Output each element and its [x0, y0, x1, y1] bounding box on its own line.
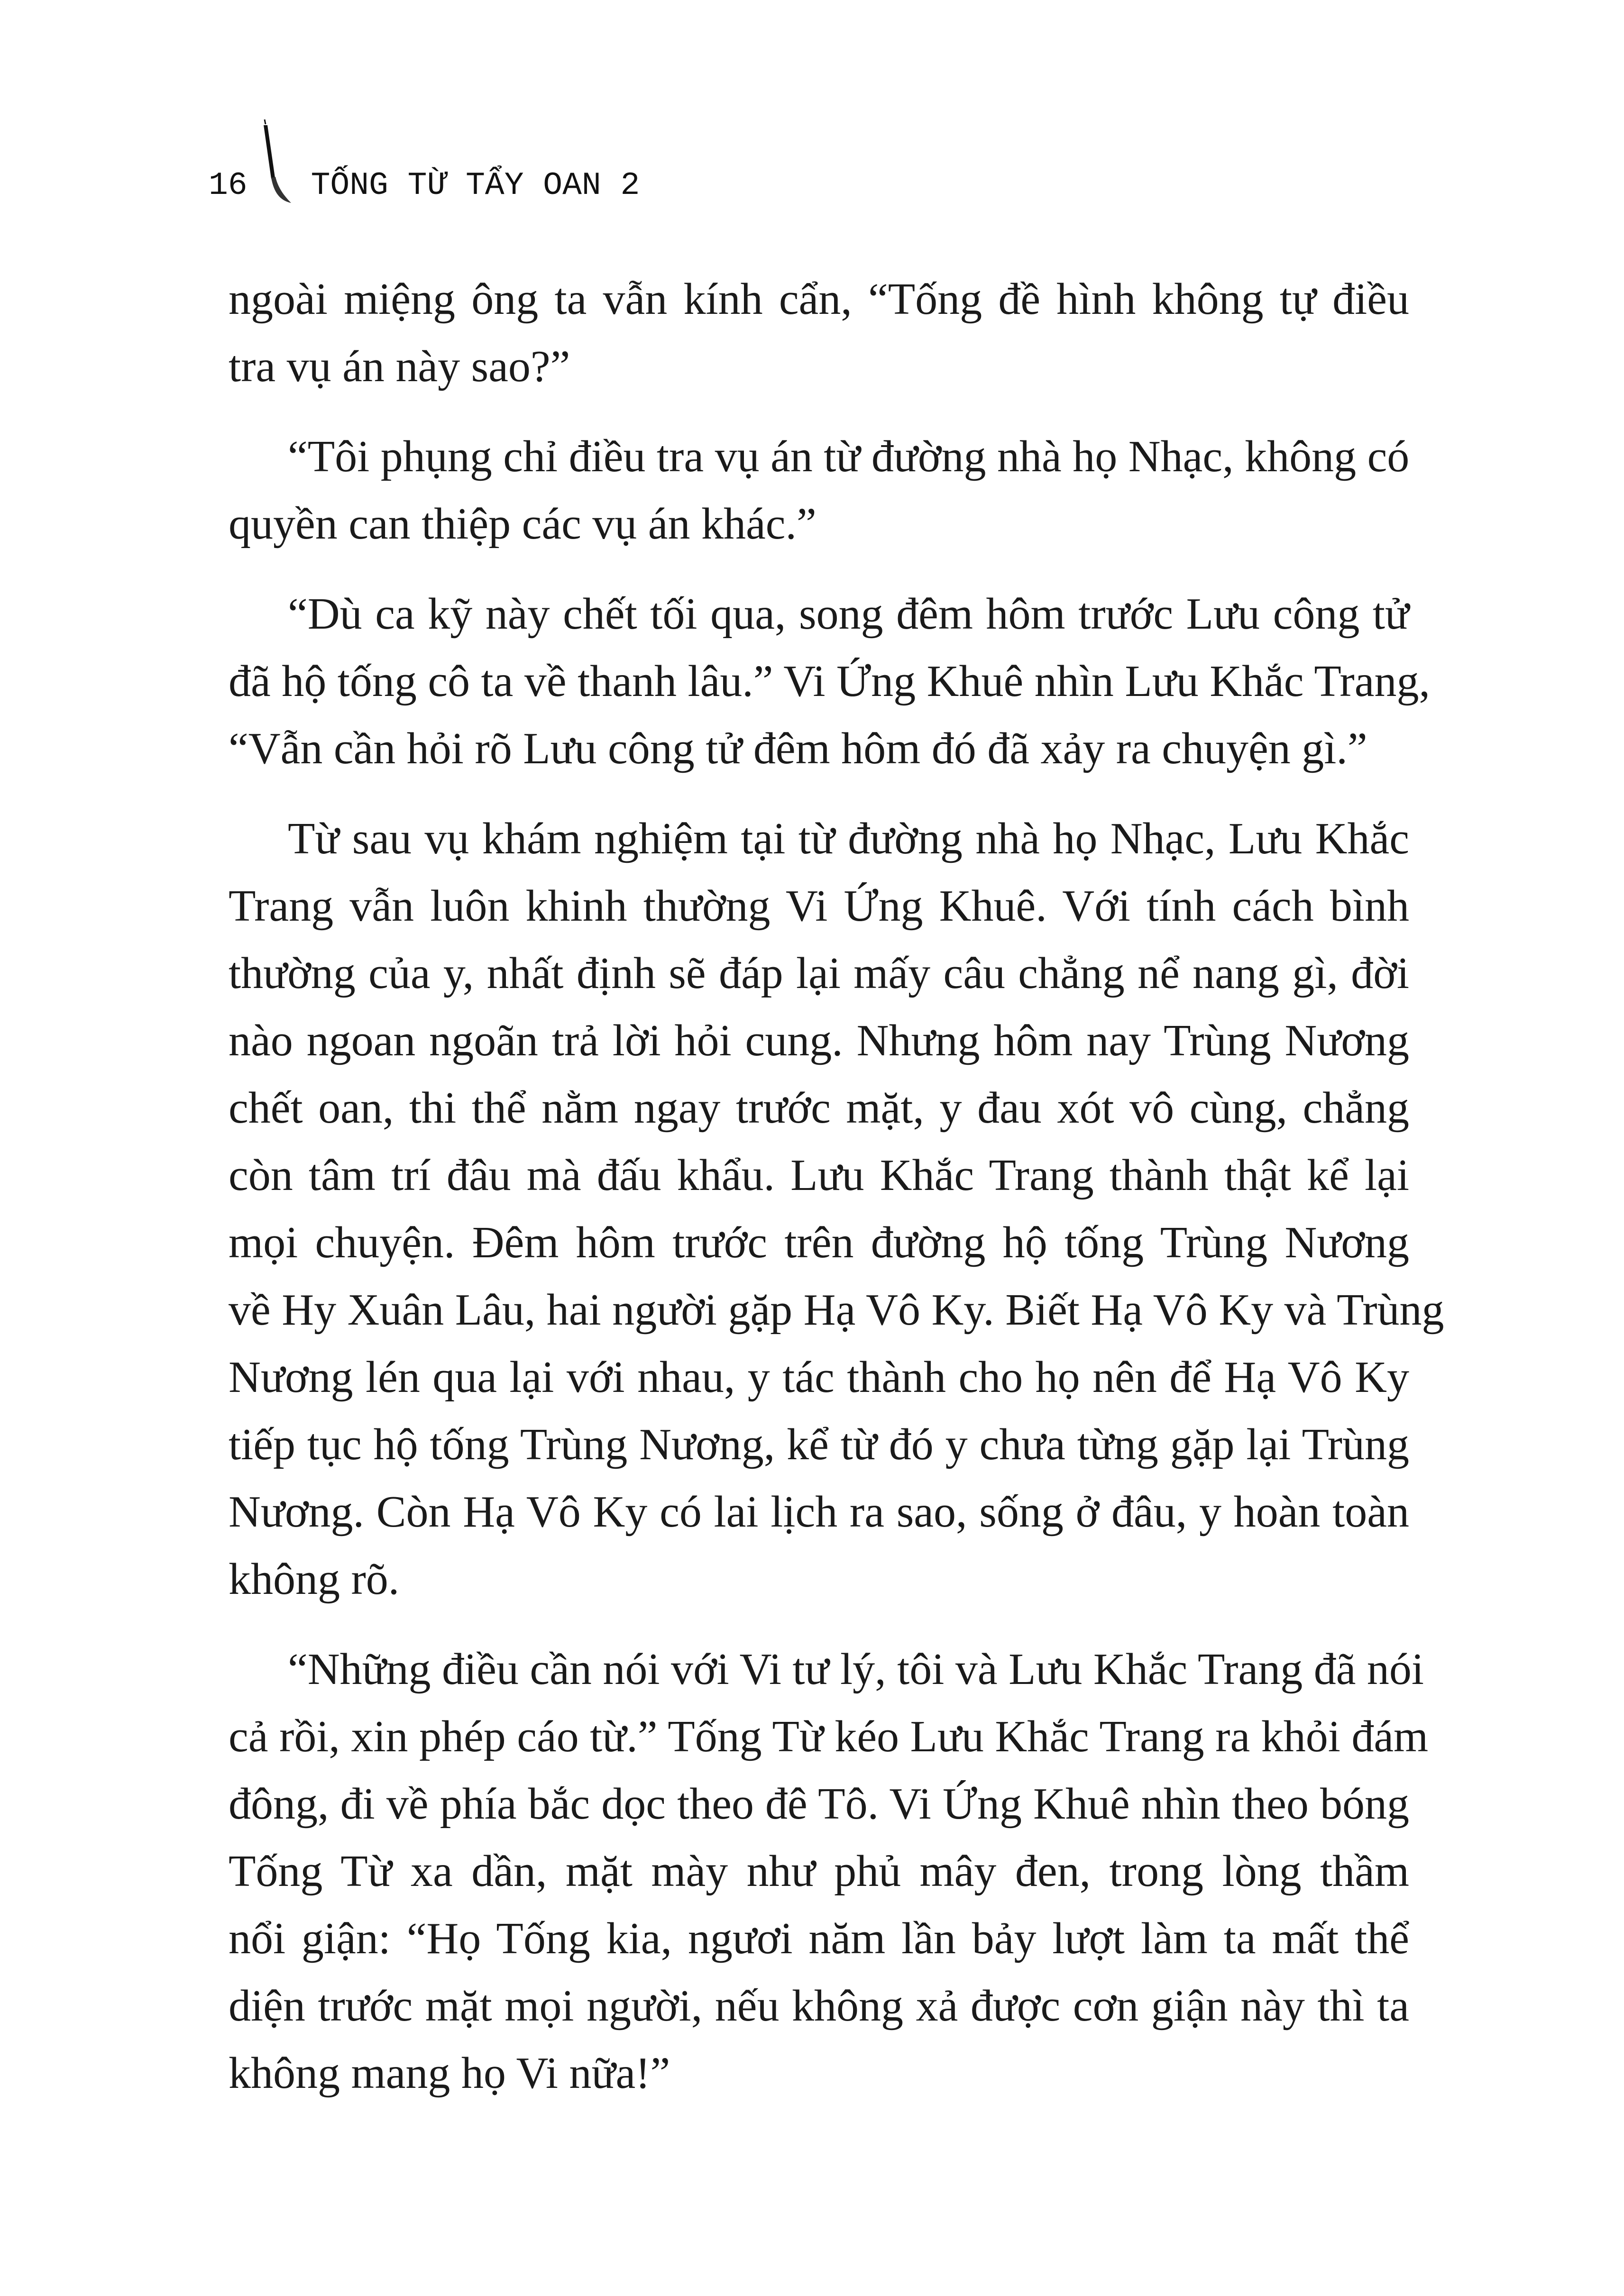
text-line: Nương. Còn Hạ Vô Ky có lai lịch ra sao, sống ở đâu, y hoàn toàn: [229, 1487, 1409, 1537]
text-line: còn tâm trí đâu mà đấu khẩu. Lưu Khắc Trang thành thật kể lại: [229, 1151, 1409, 1200]
paragraph: [229, 423, 1409, 558]
page-number: 16: [209, 167, 248, 204]
book-title: TỐNG TỪ TẨY OAN 2: [311, 167, 640, 204]
text-line: nổi giận: “Họ Tống kia, ngươi năm lần bảy lượt làm ta mất thể: [229, 1914, 1409, 1963]
text-line: “Những điều cần nói với Vi tư lý, tôi và Lưu Khắc Trang đã nói: [288, 1645, 1424, 1694]
text-line: tiếp tục hộ tống Trùng Nương, kể từ đó y chưa từng gặp lại Trùng: [229, 1420, 1409, 1469]
text-line: không mang họ Vi nữa!”: [229, 2049, 670, 2098]
text-line: về Hy Xuân Lâu, hai người gặp Hạ Vô Ky. Biết Hạ Vô Ky và Trùng: [229, 1285, 1444, 1335]
paragraph: [229, 265, 1409, 400]
running-header: [209, 142, 640, 204]
text-line: diện trước mặt mọi người, nếu không xả được cơn giận này thì ta: [229, 1981, 1409, 2031]
text-line: chết oan, thi thể nằm ngay trước mặt, y đau xót vô cùng, chẳng: [229, 1083, 1409, 1133]
text-line: tra vụ án này sao?”: [229, 342, 570, 391]
paragraph: [229, 805, 1444, 1613]
text-line: nào ngoan ngoãn trả lời hỏi cung. Nhưng hôm nay Trùng Nương: [229, 1016, 1409, 1065]
text-line: cả rồi, xin phép cáo từ.” Tống Từ kéo Lưu Khắc Trang ra khỏi đám: [229, 1712, 1429, 1761]
brush-icon: [261, 119, 294, 204]
text-line: mọi chuyện. Đêm hôm trước trên đường hộ tống Trùng Nương: [229, 1218, 1409, 1267]
text-line: quyền can thiệp các vụ án khác.”: [229, 499, 817, 549]
text-line: Tống Từ xa dần, mặt mày như phủ mây đen, trong lòng thầm: [229, 1847, 1409, 1896]
text-line: không rõ.: [229, 1555, 400, 1604]
text-line: Từ sau vụ khám nghiệm tại từ đường nhà họ Nhạc, Lưu Khắc: [288, 814, 1409, 863]
text-line: ngoài miệng ông ta vẫn kính cẩn, “Tống đề hình không tự điều: [229, 274, 1409, 324]
text-line: “Tôi phụng chỉ điều tra vụ án từ đường nhà họ Nhạc, không có: [288, 432, 1410, 481]
text-line: thường của y, nhất định sẽ đáp lại mấy câu chẳng nể nang gì, đời: [229, 949, 1409, 998]
text-line: “Dù ca kỹ này chết tối qua, song đêm hôm trước Lưu công tử: [288, 589, 1409, 639]
text-line: Nương lén qua lại với nhau, y tác thành cho họ nên để Hạ Vô Ky: [229, 1353, 1409, 1402]
paragraph: [229, 1636, 1429, 2107]
text-line: Trang vẫn luôn khinh thường Vi Ứng Khuê. Với tính cách bình: [229, 881, 1409, 931]
body-text: [229, 265, 1444, 2130]
text-line: đông, đi về phía bắc dọc theo đê Tô. Vi Ứng Khuê nhìn theo bóng: [229, 1779, 1409, 1829]
text-line: “Vẫn cần hỏi rõ Lưu công tử đêm hôm đó đã xảy ra chuyện gì.”: [229, 724, 1367, 773]
text-line: đã hộ tống cô ta về thanh lâu.” Vi Ứng Khuê nhìn Lưu Khắc Trang,: [229, 657, 1430, 706]
paragraph: [229, 580, 1430, 782]
